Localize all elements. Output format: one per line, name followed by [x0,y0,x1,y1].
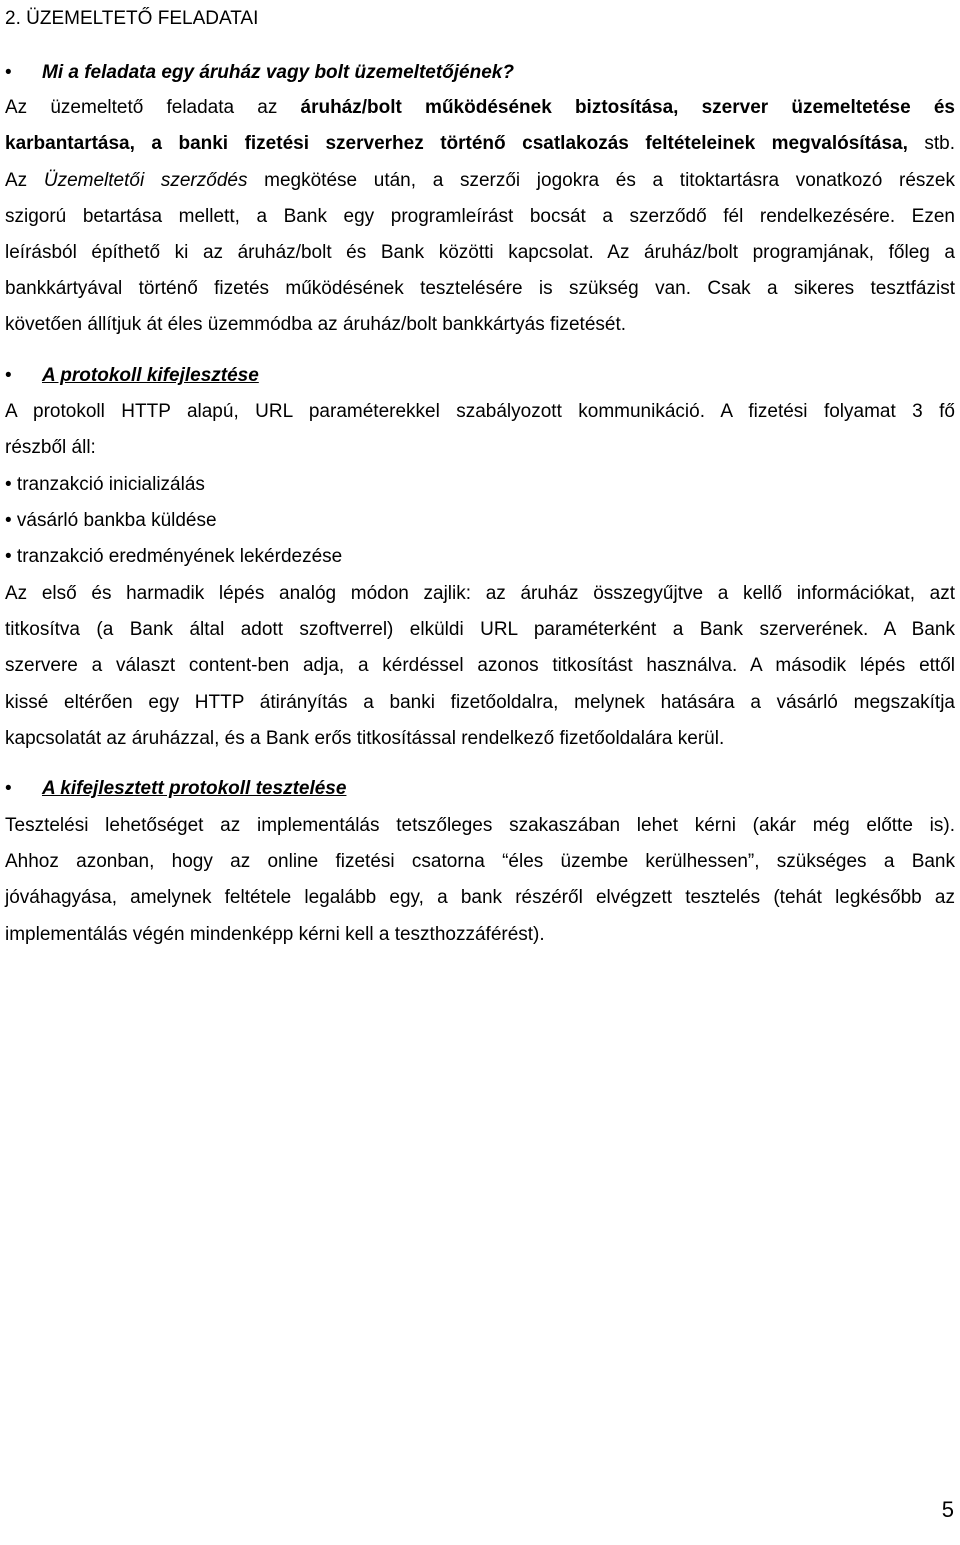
list-item: • tranzakció eredményének lekérdezése [5,546,343,567]
page-number: 5 [941,1497,954,1522]
paragraph-line: Az Üzemeltetői szerződés megkötése után, a szerzői jogokra és a titoktartásra vonatkozó részek [5,170,955,191]
bullet-icon: • [5,365,12,386]
paragraph-line: A protokoll HTTP alapú, URL paraméterekkel szabályozott kommunikáció. A fizetési folyamat 3 fő [5,401,955,422]
paragraph-line: implementálás végén mindenképp kérni kell a teszthozzáférést). [5,924,545,945]
paragraph-line: követően állítjuk át éles üzemmódba az áruház/bolt bankkártyás fizetését. [5,314,627,335]
paragraph-line: kissé eltérően egy HTTP átirányítás a banki fizetőoldalra, melynek hatására a vásárló megszakítja [5,692,955,713]
question-title: A kifejlesztett protokoll tesztelése [42,778,347,799]
question-title: A protokoll kifejlesztése [42,365,259,386]
paragraph-line: Ahhoz azonban, hogy az online fizetési csatorna “éles üzembe kerülhessen”, szükséges a Bank [5,851,955,872]
bullet-icon: • [5,778,12,799]
paragraph-line: részből áll: [5,437,96,458]
paragraph-line: kapcsolatát az áruházzal, és a Bank erős titkosítással rendelkező fizetőoldalára kerül. [5,728,725,749]
list-item: • vásárló bankba küldése [5,510,217,531]
paragraph-line: jóváhagyása, amelynek feltétele legalább egy, a bank részéről elvégzett tesztelés (tehát legkésőbb az [5,887,955,908]
paragraph-line: titkosítva (a Bank által adott szoftverrel) elküldi URL paraméterként a Bank szerverének. A Bank [5,619,955,640]
paragraph-line: szervere a választ content-ben adja, a kérdéssel azonos titkosítást használva. A második lépés ettől [5,655,955,676]
bullet-icon: • [5,62,12,83]
section-heading: 2. ÜZEMELTETŐ FELADATAI [5,8,259,29]
question-title: Mi a feladata egy áruház vagy bolt üzemeltetőjének? [42,62,514,83]
paragraph-line: karbantartása, a banki fizetési szerverhez történő csatlakozás feltételeinek megvalósítása, stb. [5,133,956,154]
paragraph-line: bankkártyával történő fizetés működésének tesztelésére is szükség van. Csak a sikeres tesztfázist [5,278,955,299]
paragraph-line: Tesztelési lehetőséget az implementálás tetszőleges szakaszában lehet kérni (akár még előtte is). [5,815,955,836]
paragraph-line: Az első és harmadik lépés analóg módon zajlik: az áruház összegyűjtve a kellő információkat, azt [5,583,955,604]
list-item: • tranzakció inicializálás [5,474,205,495]
paragraph-line: Az üzemeltető feladata az áruház/bolt működésének biztosítása, szerver üzemeltetése és [5,97,955,118]
paragraph-line: leírásból építhető ki az áruház/bolt és Bank közötti kapcsolat. Az áruház/bolt programjának, főleg a [5,242,955,263]
paragraph-line: szigorú betartása mellett, a Bank egy programleírást bocsát a szerződő fél rendelkezésére. Ezen [5,206,955,227]
